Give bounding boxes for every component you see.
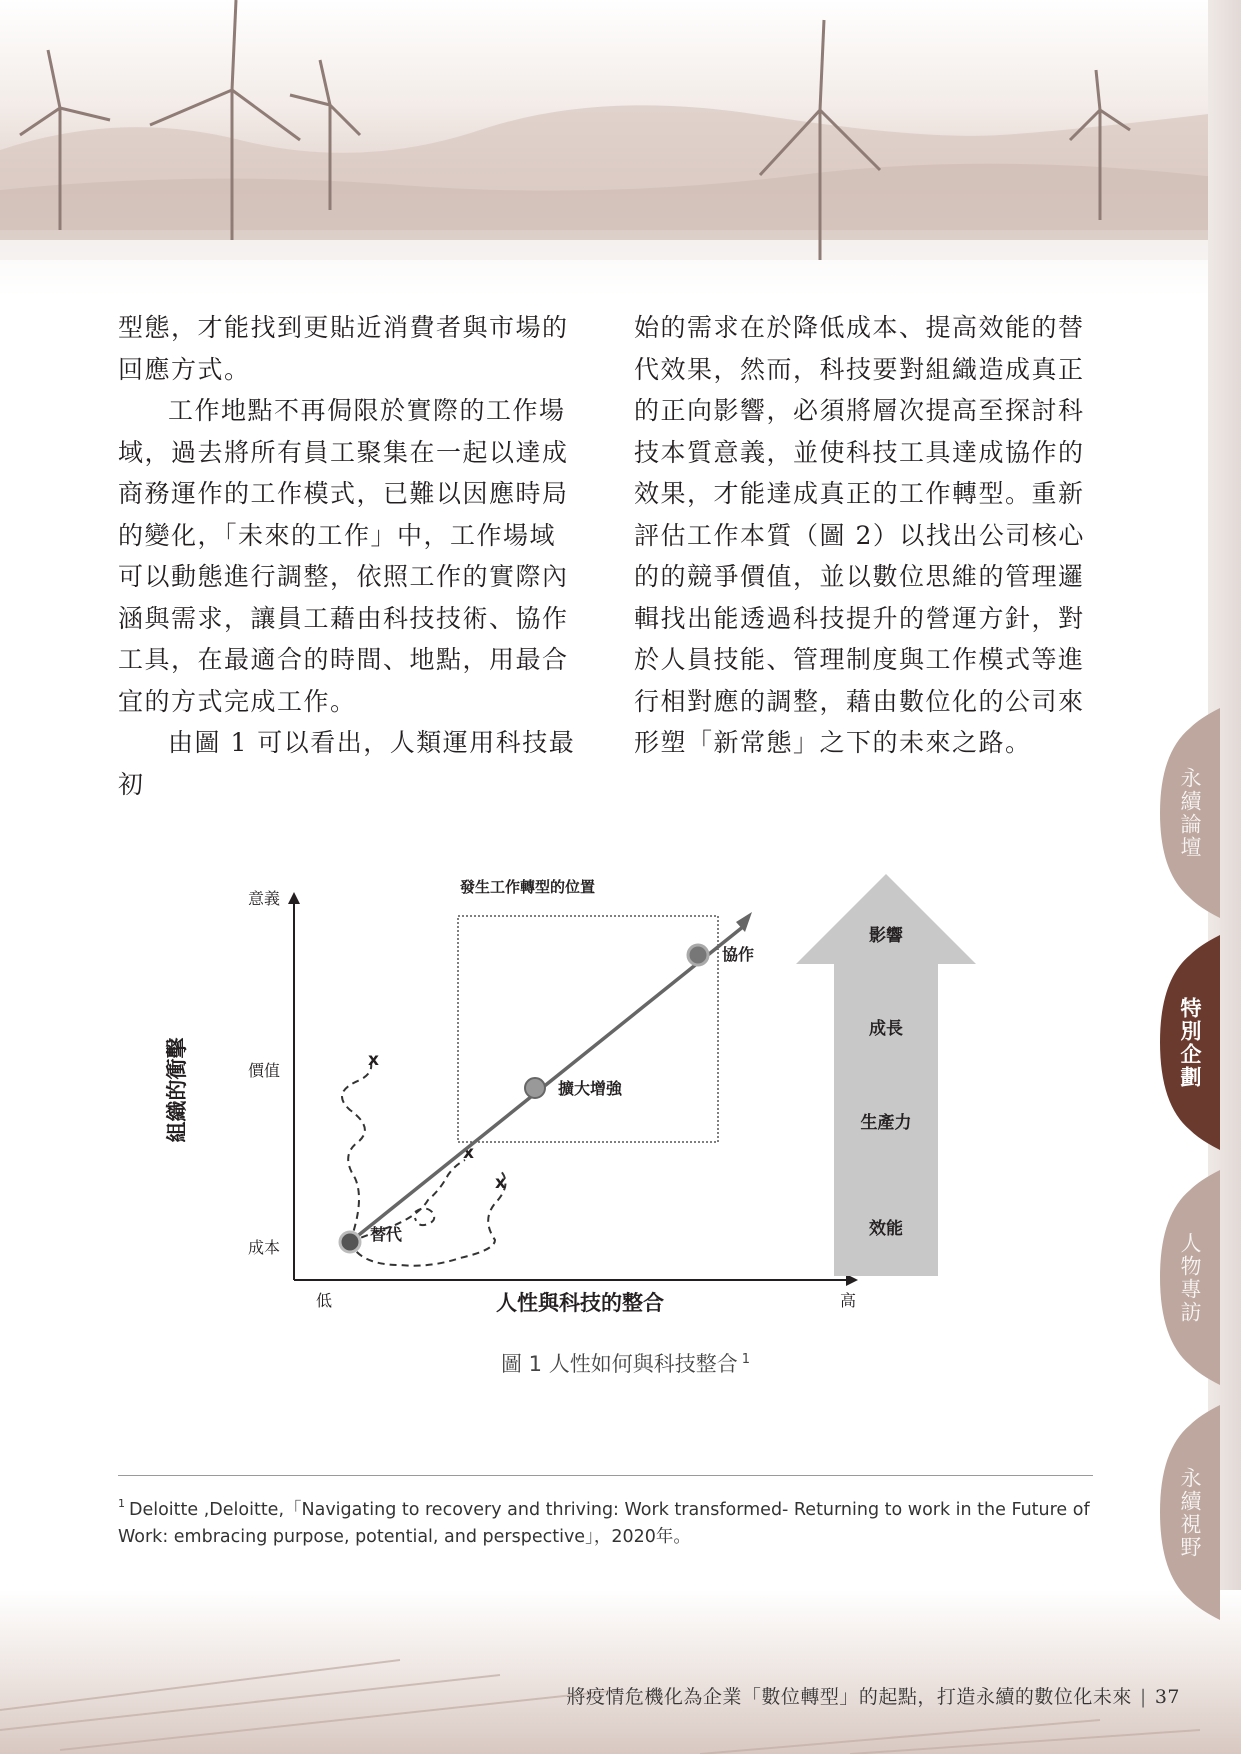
x-marker-2: x xyxy=(463,1143,474,1163)
footnote-ref: 1 xyxy=(118,1497,125,1510)
level-efficiency: 效能 xyxy=(869,1219,903,1239)
x-marker-1: x xyxy=(368,1050,379,1070)
dashed-paths xyxy=(342,1060,506,1266)
figure-caption xyxy=(0,1348,1241,1378)
left-paragraph-1: 型態，才能找到更貼近消費者與市場的回應方式。 xyxy=(118,313,569,384)
page-number: 37 xyxy=(1154,1686,1180,1708)
point-collaboration xyxy=(688,945,708,965)
y-axis-title: 組織的衝擊 xyxy=(165,1037,189,1143)
right-paragraph-1: 始的需求在於降低成本、提高效能的替代效果，然而，科技要對組織造成真正的正向影響，必須將層次提高至探討科技本質意義，並使科技工具達成協作的效果，才能達成真正的工作轉型。重新評估工作本質（圖 2）以找出公司核心的的競爭價值，並以數位思維的管理邏輯找出能透過科技提升的營運方針，對於人員技能、管理制度與工作模式等進行相對應的調整，藉由數位化的公司來形塑「新常態」之下的未來之路。 xyxy=(634,313,1085,757)
footnote-divider xyxy=(118,1475,1093,1476)
running-footer-title: 將疫情危機化為企業「數位轉型」的起點，打造永續的數位化未來 xyxy=(566,1686,1132,1708)
left-paragraph-2: 工作地點不再侷限於實際的工作場域，過去將所有員工聚集在一起以達成商務運作的工作模式，已難以因應時局的變化，「未來的工作」中，工作場域可以動態進行調整，依照工作的實際內涵與需求，讓員工藉由科技技術、協作工具，在最適合的時間、地點，用最合宜的方式完成工作。 xyxy=(118,396,569,716)
tab-interviews[interactable] xyxy=(1160,1170,1220,1385)
integration-arrow-line xyxy=(350,926,744,1242)
point-augmentation xyxy=(525,1078,545,1098)
level-growth: 成長 xyxy=(869,1019,903,1039)
tab-label: 永續論壇 xyxy=(1178,767,1202,859)
tab-label: 特別企劃 xyxy=(1178,996,1202,1089)
footnote xyxy=(118,1490,1098,1551)
level-productivity: 生產力 xyxy=(860,1113,912,1133)
running-footer-separator: | xyxy=(1139,1686,1147,1708)
tab-special-feature[interactable] xyxy=(1160,935,1220,1150)
point-augmentation-label: 擴大增強 xyxy=(558,1079,623,1098)
x-axis-title: 人性與科技的整合 xyxy=(496,1291,664,1315)
tab-sustainability-vision[interactable] xyxy=(1160,1405,1220,1620)
left-column xyxy=(118,307,578,805)
tab-sustainability-forum[interactable] xyxy=(1160,708,1220,918)
figure-1 xyxy=(160,860,1060,1390)
footer-solar-field-image xyxy=(0,1590,1241,1754)
running-footer xyxy=(560,1682,1180,1709)
right-column xyxy=(634,307,1094,764)
footnote-text: Deloitte ,Deloitte,「Navigating to recovery and thriving: Work transformed- Returning to work in the Future of Work: embracing purpose, potential, and perspective」，2020年。 xyxy=(118,1500,1090,1547)
figure-caption-ref: 1 xyxy=(741,1352,750,1367)
transformation-zone-label: 發生工作轉型的位置 xyxy=(460,878,596,896)
y-tick-cost: 成本 xyxy=(248,1238,281,1257)
figure-caption-text: 圖 1 人性如何與科技整合 xyxy=(501,1352,738,1376)
left-paragraph-3: 由圖 1 可以看出，人類運用科技最初 xyxy=(118,728,576,799)
level-impact: 影響 xyxy=(869,926,903,946)
y-axis-arrowhead xyxy=(288,892,300,904)
y-tick-value: 價值 xyxy=(248,1061,281,1080)
x-label-low: 低 xyxy=(316,1291,333,1310)
point-collaboration-label: 協作 xyxy=(722,945,755,964)
point-substitution xyxy=(340,1232,360,1252)
header-wind-turbine-image xyxy=(0,0,1241,300)
transformation-zone-box xyxy=(458,916,718,1142)
tab-label: 人物專訪 xyxy=(1178,1231,1202,1324)
point-substitution-label: 替代 xyxy=(370,1225,403,1244)
x-label-high: 高 xyxy=(840,1291,857,1310)
figure-1-diagram xyxy=(160,860,1060,1340)
tab-label: 永續視野 xyxy=(1178,1466,1202,1559)
y-tick-meaning: 意義 xyxy=(248,889,281,908)
x-marker-3: x xyxy=(495,1173,506,1193)
